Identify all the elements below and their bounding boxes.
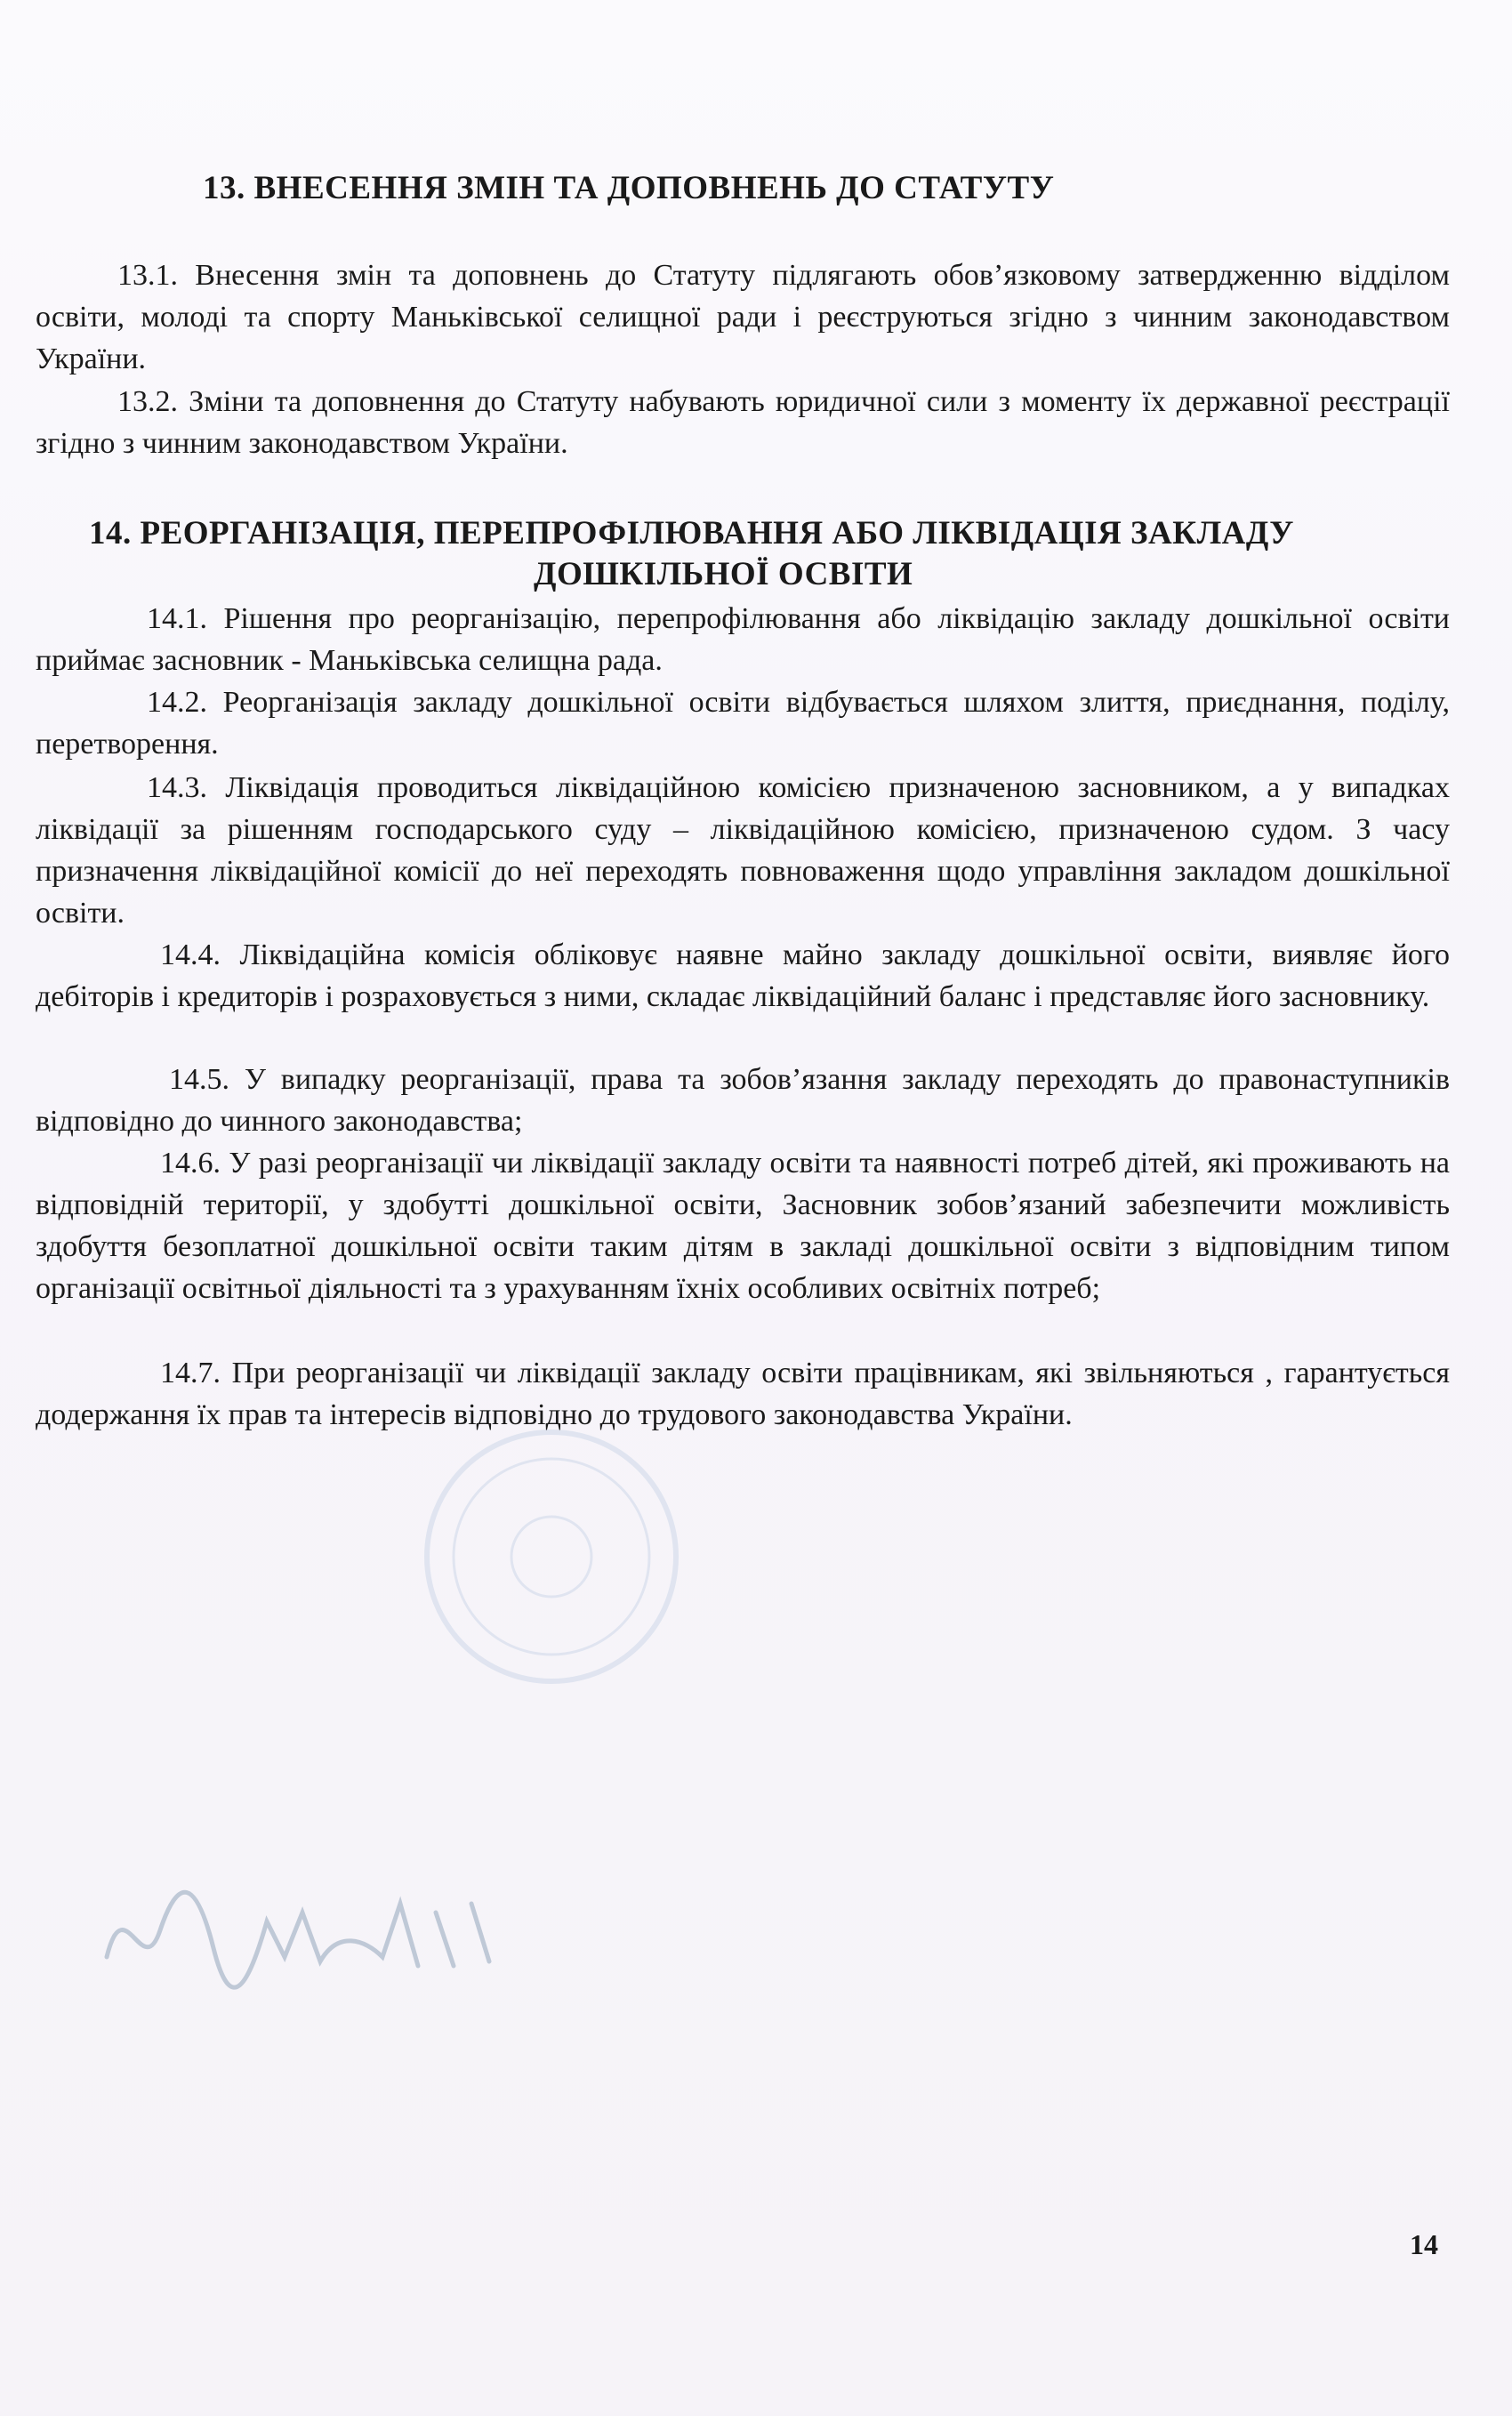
paragraph-14-5 <box>36 1059 1450 1142</box>
paragraph-14-6-text: 14.6. У разі реорганізації чи ліквідації закладу освіти та наявності потреб дітей, які проживають на відповідній території, у здобутті дошкільної освіти, Засновник зобов’язаний забезпечити можливість здобуття безоплатної дошкільної освіти таким дітям в закладі дошкільної освіти з відповідним типом організації освітньої діяльності та з урахуванням їхніх особливих освітніх потреб; <box>36 1147 1450 1305</box>
paragraph-13-2-text: 13.2. Зміни та доповнення до Статуту набувають юридичної сили з моменту їх державної реєстрації згідно з чинним законодавством України. <box>36 385 1450 460</box>
section-14-heading-line2: ДОШКІЛЬНОЇ ОСВІТИ <box>534 556 913 592</box>
paragraph-14-2 <box>36 681 1450 765</box>
handwritten-signature <box>98 1850 525 1993</box>
paragraph-14-3-text: 14.3. Ліквідація проводиться ліквідаційною комісією призначеною засновником, а у випадках ліквідації за рішенням господарського суду – ліквідаційною комісією, призначеною судом. З часу призначення ліквідаційної комісії до неї переходять повноваження щодо управління закладом дошкільної освіти. <box>36 771 1450 930</box>
paragraph-14-6 <box>36 1142 1450 1309</box>
paragraph-13-2 <box>36 381 1450 464</box>
paragraph-14-7 <box>36 1352 1450 1436</box>
section-14-heading-line1: 14. РЕОРГАНІЗАЦІЯ, ПЕРЕПРОФІЛЮВАННЯ АБО ЛІКВІДАЦІЯ ЗАКЛАДУ <box>89 515 1294 552</box>
paragraph-14-7-text: 14.7. При реорганізації чи ліквідації закладу освіти працівникам, які звільняються , гарантується додержання їх прав та інтересів відповідно до трудового законодавства України. <box>36 1357 1450 1431</box>
section-13-heading: 13. ВНЕСЕННЯ ЗМІН ТА ДОПОВНЕНЬ ДО СТАТУТУ <box>203 170 1055 206</box>
paragraph-13-1 <box>36 254 1450 380</box>
paragraph-14-5-text: 14.5. У випадку реорганізації, права та зобов’язання закладу переходять до правонаступників відповідно до чинного законодавства; <box>36 1063 1450 1138</box>
paragraph-14-1-text: 14.1. Рішення про реорганізацію, перепрофілювання або ліквідацію закладу дошкільної освіти приймає засновник - Маньківська селищна рада. <box>36 602 1450 677</box>
page-number: 14 <box>1410 2228 1438 2260</box>
paragraph-14-4 <box>36 934 1450 1018</box>
paragraph-14-3 <box>36 767 1450 934</box>
paragraph-14-4-text: 14.4. Ліквідаційна комісія обліковує наявне майно закладу дошкільної освіти, виявляє його дебіторів і кредиторів і розраховується з ними, складає ліквідаційний баланс і представляє його засновнику. <box>36 938 1450 1013</box>
paragraph-14-2-text: 14.2. Реорганізація закладу дошкільної освіти відбувається шляхом злиття, приєднання, поділу, перетворення. <box>36 686 1450 761</box>
stamp-seal <box>418 1423 685 1690</box>
paragraph-13-1-text: 13.1. Внесення змін та доповнень до Статуту підлягають обов’язковому затвердженню відділом освіти, молоді та спорту Маньківської селищної ради і реєструються згідно з чинним законодавством України. <box>36 259 1450 375</box>
paragraph-14-1 <box>36 598 1450 681</box>
